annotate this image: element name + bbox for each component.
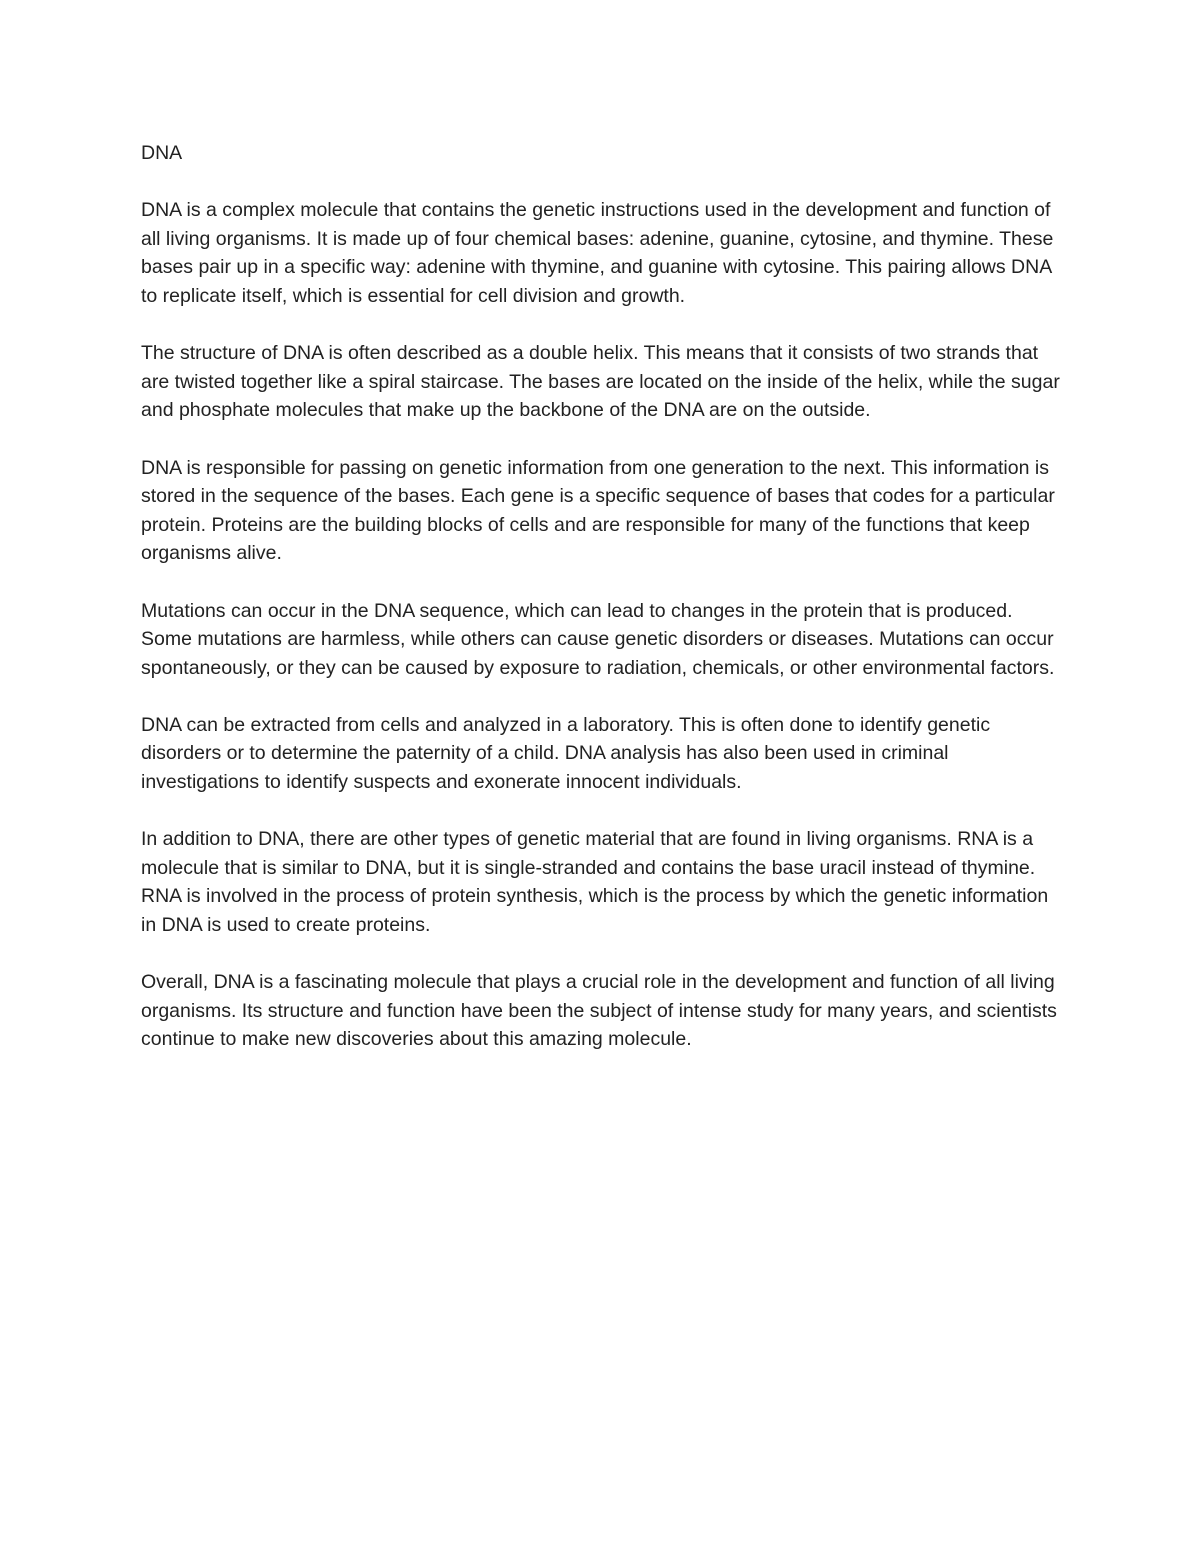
document-title: DNA bbox=[141, 142, 183, 164]
paragraph-dna-definition: DNA is a complex molecule that contains the genetic instructions used in the development and function of all living organisms. It is made up of four chemical bases: adenine, guanine, cytosine, and thymine. These bases pair up in a specific way: adenine with thymine, and guanine with cytosine. This pairing allows DNA to replicate itself, which is essential for cell division and growth. bbox=[141, 199, 1054, 307]
paragraph-genetic-information: DNA is responsible for passing on genetic information from one generation to the next. This information is stored in the sequence of the bases. Each gene is a specific sequence of bases that codes for a particular protein. Proteins are the building blocks of cells and are responsible for many of the functions that keep organisms alive. bbox=[141, 456, 1055, 565]
paragraph-conclusion: Overall, DNA is a fascinating molecule that plays a crucial role in the development and function of all living organisms. Its structure and function have been the subject of intense study for many years, and scientists continue to make new discoveries about this amazing molecule. bbox=[141, 971, 1057, 1051]
paragraph-dna-analysis: DNA can be extracted from cells and analyzed in a laboratory. This is often done to identify genetic disorders or to determine the paternity of a child. DNA analysis has also been used in criminal investigations to identify suspects and exonerate innocent individuals. bbox=[141, 713, 991, 794]
document-body bbox=[141, 139, 1061, 1083]
paragraph-rna: In addition to DNA, there are other types of genetic material that are found in living organisms. RNA is a molecule that is similar to DNA, but it is single-stranded and contains the base uracil instead of thymine. RNA is involved in the process of protein synthesis, which is the process by which the genetic information in DNA is used to create proteins. bbox=[141, 828, 1049, 937]
paragraph-dna-structure: The structure of DNA is often described as a double helix. This means that it consists of two strands that are twisted together like a spiral staircase. The bases are located on the inside of the helix, while the sugar and phosphate molecules that make up the backbone of the DNA are on the outside. bbox=[141, 342, 1060, 422]
paragraph-mutations: Mutations can occur in the DNA sequence, which can lead to changes in the protein that is produced. Some mutations are harmless, while others can cause genetic disorders or diseases. Mutations can occur spontaneously, or they can be caused by exposure to radiation, chemicals, or other environmental factors. bbox=[141, 599, 1055, 679]
